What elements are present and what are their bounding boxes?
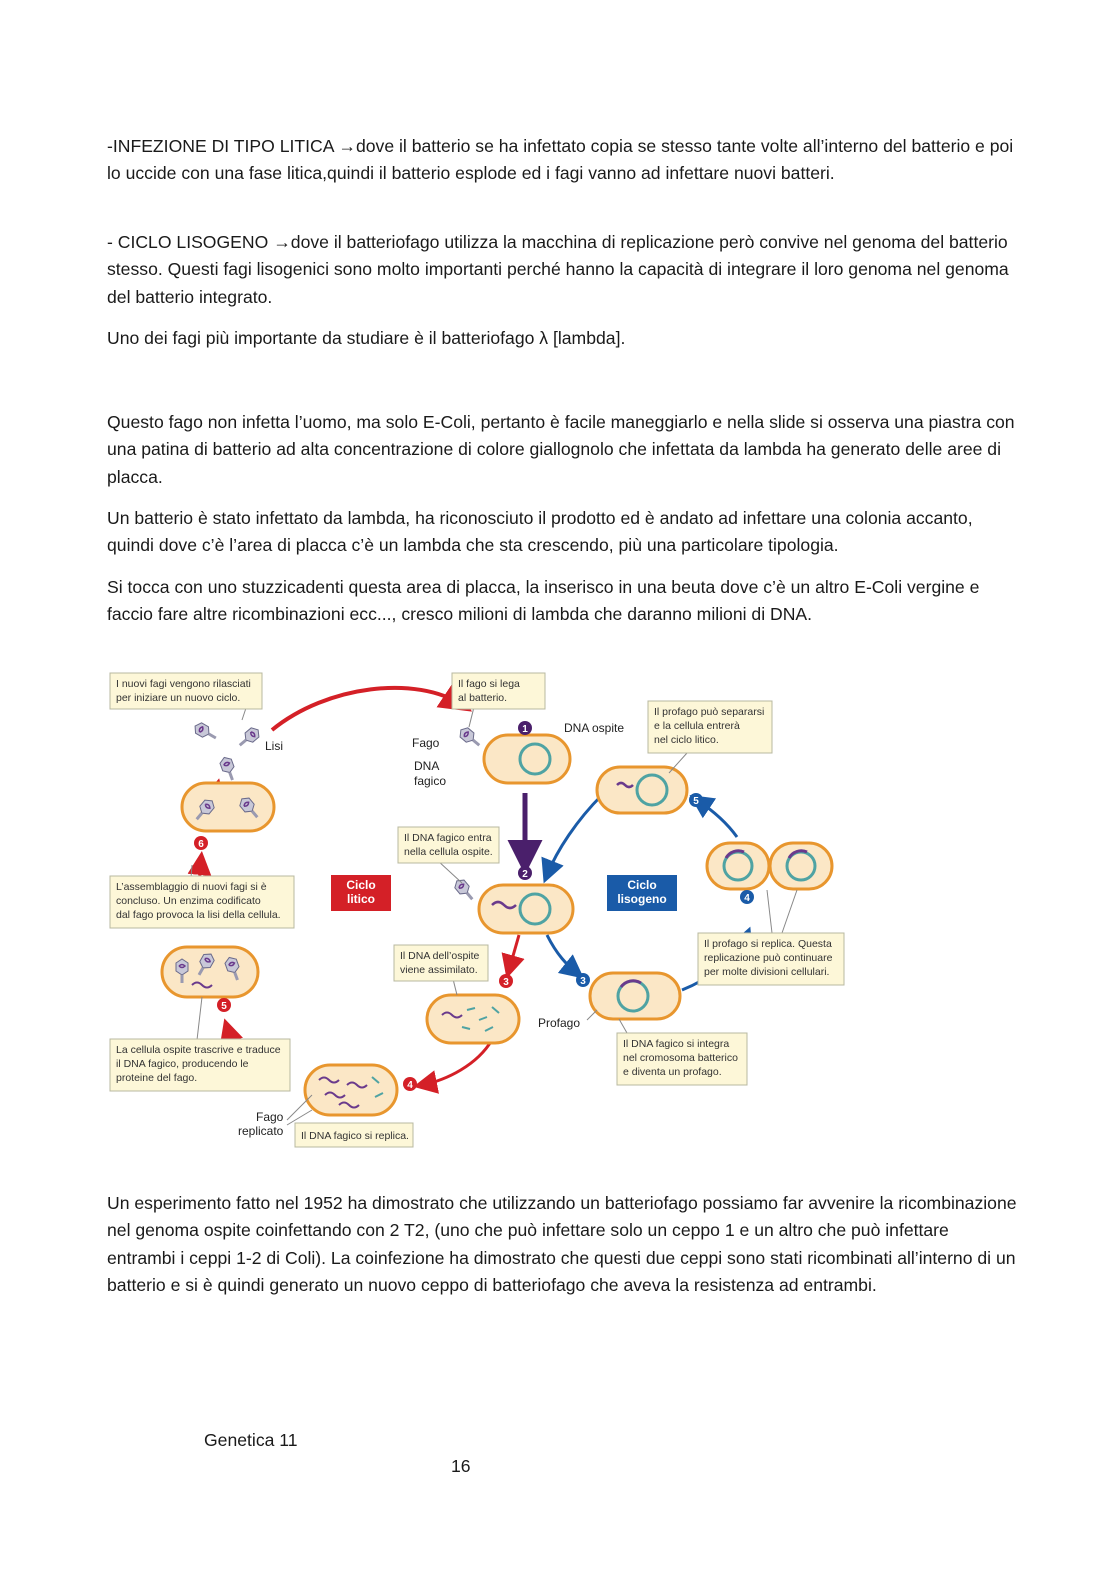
cell-prophage-exiting [597,767,687,813]
svg-text:1: 1 [522,724,528,735]
svg-text:Il profago può separarsi: Il profago può separarsi [654,706,765,718]
lysogenic-label: - CICLO LISOGENO [107,232,274,252]
svg-text:al batterio.: al batterio. [458,692,508,704]
svg-text:3: 3 [580,976,586,987]
label-dna-ospite: DNA ospite [564,721,625,735]
step-badge-3-lyso [576,973,590,987]
svg-text:L’assemblaggio di nuovi fagi s: L’assemblaggio di nuovi fagi si è [116,881,267,893]
step-badge-1 [518,721,532,735]
label-profago: Profago [538,1016,581,1030]
footer-title: Genetica 11 [204,1430,298,1450]
paragraph-lytic-infection [107,133,1017,188]
lysogenic-cycle-box [607,875,677,911]
svg-text:dal fago provoca la lisi della: dal fago provoca la lisi della cellula. [116,909,281,921]
svg-text:per molte divisioni cellulari.: per molte divisioni cellulari. [704,966,830,978]
label-fago-replicato-2: replicato [238,1124,284,1138]
svg-text:nel cromosoma batterico: nel cromosoma batterico [623,1052,738,1064]
callout-host-dna [394,945,488,981]
svg-text:Ciclo: Ciclo [627,878,657,892]
svg-text:4: 4 [407,1080,413,1091]
paragraph-experiment [107,1190,1017,1299]
callout-new-phages [110,673,262,709]
callout-dna-replicates [295,1123,413,1147]
lysogenic-arrow-5 [697,800,737,837]
cell-dna-replicated [305,1065,397,1115]
step-badge-4-lytic [403,1077,417,1091]
step-badge-4-lyso [740,890,754,904]
cell-attached [457,725,570,783]
svg-text:e diventa un profago.: e diventa un profago. [623,1066,722,1078]
svg-text:5: 5 [693,796,699,807]
paragraph-infection-2 [107,505,1017,560]
svg-text:nel ciclo litico.: nel ciclo litico. [654,734,719,746]
lytic-arrow-4 [422,1040,492,1085]
paragraph-lysogenic-cycle [107,229,1017,311]
svg-text:lisogeno: lisogeno [617,892,667,906]
svg-text:proteine del fago.: proteine del fago. [116,1072,198,1084]
svg-text:Il profago si replica. Questa: Il profago si replica. Questa [704,938,832,950]
phage-life-cycle-diagram [107,665,852,1155]
lytic-label: -INFEZIONE DI TIPO LITICA [107,136,339,156]
lytic-cycle-box [331,875,391,911]
callout-transcribes [110,1039,290,1091]
svg-text:concluso. Un enzima codificato: concluso. Un enzima codificato [116,895,261,907]
cell-dna-entered [452,877,573,933]
cell-lysing [182,721,274,831]
callout-dna-enters [398,827,499,863]
svg-text:replicazione può continuare: replicazione può continuare [704,952,833,964]
callout-prophage-replicates [698,933,844,985]
svg-text:2: 2 [522,869,528,880]
infection2-text: Un batterio è stato infettato da lambda, ha riconosciuto il prodotto ed è andato ad infettare una colonia accanto, quindi dove c’è l’area di placca c’è un lambda che sta crescendo, più una particolare tipologia. [107,508,973,556]
label-dna-fagico-2: fagico [414,774,447,788]
svg-text:Il DNA fagico si integra: Il DNA fagico si integra [623,1038,730,1050]
svg-text:Il DNA dell’ospite: Il DNA dell’ospite [400,950,480,962]
paragraph-infection-3 [107,574,1017,629]
lytic-release-arrow [272,688,462,730]
svg-text:per iniziare un nuovo ciclo.: per iniziare un nuovo ciclo. [116,692,241,704]
callout-phage-binds [452,673,545,709]
lysogenic-arrow-3 [547,935,577,973]
callout-integrates [617,1033,747,1085]
svg-text:6: 6 [198,839,204,850]
label-lisi: Lisi [265,739,284,753]
svg-text:Ciclo: Ciclo [346,878,376,892]
right-arrow-icon: → [273,232,291,252]
step-badge-3-lytic [499,974,513,988]
lytic-arrow-3 [509,935,519,970]
svg-text:4: 4 [744,893,750,904]
paragraph-infection-1 [107,409,1017,491]
callout-prophage-separates [648,701,772,753]
svg-text:La cellula ospite trascrive e: La cellula ospite trascrive e traduce [116,1044,281,1056]
svg-text:I nuovi fagi vengono rilasciat: I nuovi fagi vengono rilasciati [116,678,251,690]
step-badge-5-lyso [689,793,703,807]
svg-text:Il DNA fagico entra: Il DNA fagico entra [404,832,492,844]
cell-dividing [707,843,832,889]
cell-prophage-integrated [590,973,680,1019]
lytic-text: dove il batterio se ha infettato copia se stesso tante volte all’interno del batterio e poi lo uccide con una fase litica,quindi il batterio esplode ed i fagi vanno ad infettare nuovi batteri. [107,136,1014,184]
svg-text:e la cellula entrerà: e la cellula entrerà [654,720,740,732]
step-badge-2 [518,866,532,880]
svg-text:3: 3 [503,977,509,988]
lysogenic-arrow-exit [547,795,602,875]
page-number: 16 [451,1456,471,1476]
step-badge-5-lytic [217,998,231,1012]
experiment-text: Un esperimento fatto nel 1952 ha dimostrato che utilizzando un batteriofago possiamo far avvenire la ricombinazione nel genoma ospite coinfettando con 2 T2, (uno che può infettare solo un ceppo 1 e un altro che può infettare entrambi i ceppi 1-2 di Coli). La coinfezione ha dimostrato che questi due ceppi sono stati ricombinati all’interno di un batterio e si è quindi generato un nuovo ceppo di batteriofago che aveva la resistenza ad entrambi. [107,1193,1017,1295]
label-fago-replicato-1: Fago [256,1110,284,1124]
svg-text:litico: litico [346,892,376,906]
lambda-text: Uno dei fagi più importante da studiare è il batteriofago λ [lambda]. [107,328,626,348]
label-fago: Fago [412,736,440,750]
right-arrow-icon: → [338,136,356,156]
infection3-text: Si tocca con uno stuzzicadenti questa area di placca, la inserisco in una beuta dove c’è un altro E-Coli vergine e faccio fare altre ricombinazioni ecc..., cresco milioni di lambda che daranno milioni di DNA. [107,577,980,625]
svg-text:Il DNA fagico si replica.: Il DNA fagico si replica. [301,1130,409,1142]
lysogenic-text: dove il batteriofago utilizza la macchina di replicazione però convive nel genoma del batterio stesso. Questi fagi lisogenici sono molto importanti perché hanno la capacità di integrare il loro genoma nel genoma del batterio integrato. [107,232,1009,307]
cell-host-dna-assimilated [427,995,519,1043]
paragraph-lambda [107,325,1017,352]
cell-proteins [162,947,258,997]
label-dna-fagico-1: DNA [414,759,440,773]
svg-text:5: 5 [221,1001,227,1012]
step-badge-6 [194,836,208,850]
svg-text:nella cellula ospite.: nella cellula ospite. [404,846,493,858]
callout-assembly [110,876,294,928]
infection1-text: Questo fago non infetta l’uomo, ma solo E-Coli, pertanto è facile maneggiarlo e nella slide si osserva una piastra con una patina di batterio ad alta concentrazione di colore giallognolo che infettata da lambda ha generato delle aree di placca. [107,412,1015,487]
svg-text:il DNA fagico, producendo le: il DNA fagico, producendo le [116,1058,249,1070]
svg-text:Il fago si lega: Il fago si lega [458,678,520,690]
svg-text:viene assimilato.: viene assimilato. [400,964,478,976]
